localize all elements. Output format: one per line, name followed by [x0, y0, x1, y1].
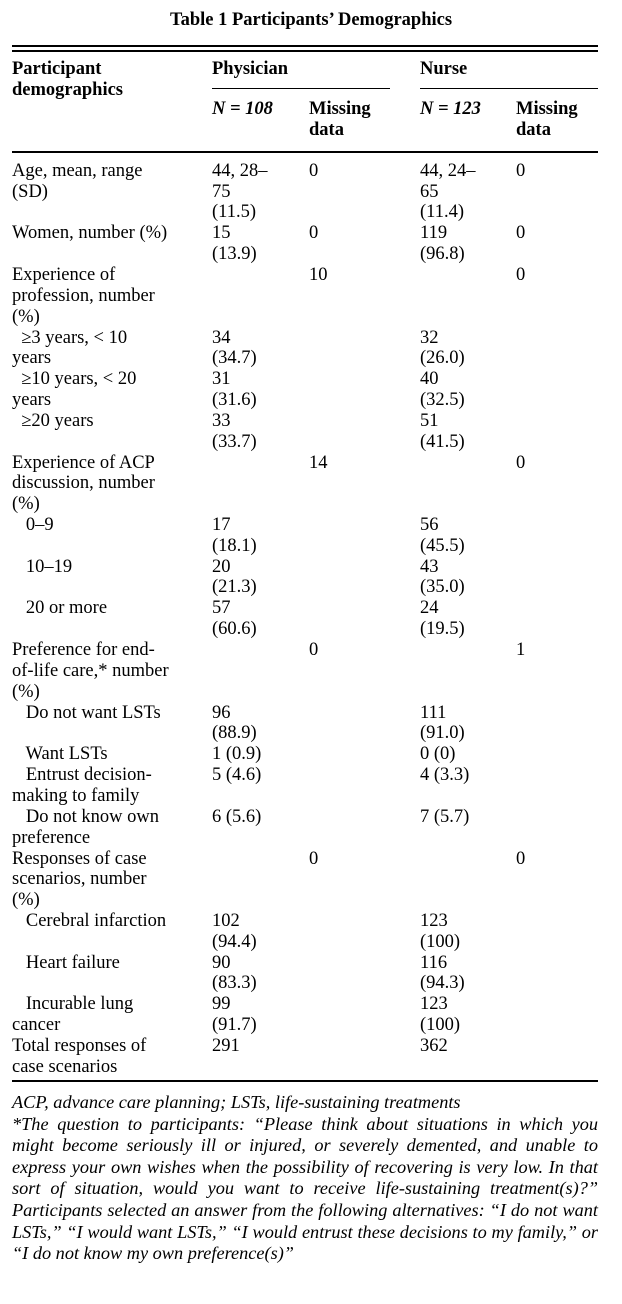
nurse-value: 0 (0): [420, 744, 456, 765]
nurse-missing: 1: [516, 640, 526, 661]
header-physician-missing: Missing data: [309, 99, 371, 140]
nurse-value: 24 (19.5): [420, 598, 465, 640]
physician-value: 6 (5.6): [212, 806, 262, 827]
nurse-value: 4 (3.3): [420, 765, 470, 786]
row-label: Entrust decision- making to family: [12, 765, 152, 806]
footnote-abbreviations: ACP, advance care planning; LSTs, life-sustaining treatments: [12, 1092, 461, 1112]
nurse-value: 116 (94.3): [420, 952, 465, 994]
physician-group-rule: [212, 88, 390, 89]
nurse-missing: 0: [516, 223, 526, 244]
nurse-value: 32 (26.0): [420, 327, 465, 369]
row-label: Women, number (%): [12, 223, 168, 244]
physician-value: 5 (4.6): [212, 765, 262, 786]
nurse-value: 123 (100): [420, 994, 461, 1036]
header-participant-demographics: Participant demographics: [12, 59, 123, 100]
nurse-missing: 0: [516, 161, 526, 181]
physician-value: 31 (31.6): [212, 369, 257, 410]
top-rule-2: [12, 50, 598, 52]
physician-value: 291: [212, 1036, 240, 1057]
header-nurse: Nurse: [420, 59, 468, 79]
physician-value: 44, 28– 75 (11.5): [212, 161, 268, 223]
row-label: 20 or more: [12, 598, 108, 619]
table-title: Table 1 Participants’ Demographics: [169, 10, 453, 30]
physician-value: 99 (91.7): [212, 994, 257, 1036]
nurse-value: 56 (45.5): [420, 515, 465, 556]
physician-missing: 0: [309, 640, 319, 661]
footnotes: [12, 1092, 598, 1265]
row-label: Experience of profession, number (%): [12, 265, 155, 327]
nurse-missing: 0: [516, 265, 526, 286]
nurse-value: 40 (32.5): [420, 369, 465, 410]
nurse-value: 44, 24– 65 (11.4): [420, 161, 476, 223]
physician-value: 102 (94.4): [212, 911, 257, 952]
physician-value: 33 (33.7): [212, 410, 257, 452]
physician-value: 20 (21.3): [212, 556, 257, 598]
physician-missing: 0: [309, 848, 319, 869]
row-label: Heart failure: [12, 952, 120, 973]
nurse-value: 51 (41.5): [420, 410, 465, 452]
physician-value: 17 (18.1): [212, 515, 257, 556]
row-label: Responses of case scenarios, number (%): [12, 848, 147, 910]
nurse-value: 123 (100): [420, 911, 461, 952]
nurse-value: 362: [420, 1036, 448, 1057]
physician-missing: 0: [309, 161, 319, 181]
header-nurse-n: N = 123: [420, 99, 481, 119]
nurse-group-rule: [420, 88, 598, 89]
row-label: Total responses of case scenarios: [12, 1036, 147, 1077]
footnote-question: *The question to participants: “Please think about situations in which you might become seriously ill or injured, or severely demented, and unable to express your own wishes when the possibility of recovering is very low. In that sort of situation, would you want to receive life-sustaining treatment(s)?” Participants selected an answer from the following alternatives: “I do not want LSTs,” “I would want LSTs,” “I would entrust these decisions to my family,” or “I do not know my own preference(s)”: [12, 1113, 598, 1264]
physician-value: 96 (88.9): [212, 702, 257, 744]
nurse-value: 119 (96.8): [420, 223, 465, 265]
row-label: Incurable lung cancer: [12, 994, 134, 1036]
nurse-value: 111 (91.0): [420, 702, 465, 744]
nurse-missing: 0: [516, 452, 526, 473]
physician-missing: 10: [309, 265, 328, 286]
row-label: Preference for end- of-life care,* number (%): [12, 640, 169, 702]
nurse-value: 43 (35.0): [420, 556, 465, 598]
row-label: 10–19: [12, 556, 73, 577]
row-label: Do not want LSTs: [12, 702, 161, 723]
physician-value: 15 (13.9): [212, 223, 257, 265]
physician-missing: 0: [309, 223, 319, 244]
physician-value: 90 (83.3): [212, 952, 257, 994]
row-label: ≥20 years: [12, 410, 94, 431]
row-label: 0–9: [12, 515, 54, 535]
row-label: Cerebral infarction: [12, 911, 167, 931]
top-rule-1: [12, 45, 598, 47]
header-physician: Physician: [212, 59, 289, 79]
header-physician-n: N = 108: [212, 99, 273, 119]
physician-value: 1 (0.9): [212, 744, 262, 765]
row-label: Want LSTs: [12, 744, 108, 765]
header-nurse-missing: Missing data: [516, 99, 578, 140]
nurse-value: 7 (5.7): [420, 806, 470, 827]
nurse-missing: 0: [516, 848, 526, 869]
row-label: ≥3 years, < 10 years: [12, 327, 128, 369]
row-label: Age, mean, range (SD): [12, 161, 143, 202]
physician-missing: 14: [309, 452, 328, 473]
header-bottom-rule: [12, 151, 598, 153]
row-label: Experience of ACP discussion, number (%): [12, 452, 155, 514]
table-bottom-rule: [12, 1080, 598, 1082]
row-label: ≥10 years, < 20 years: [12, 369, 137, 410]
physician-value: 34 (34.7): [212, 327, 257, 369]
row-label: Do not know own preference: [12, 806, 159, 848]
physician-value: 57 (60.6): [212, 598, 257, 640]
